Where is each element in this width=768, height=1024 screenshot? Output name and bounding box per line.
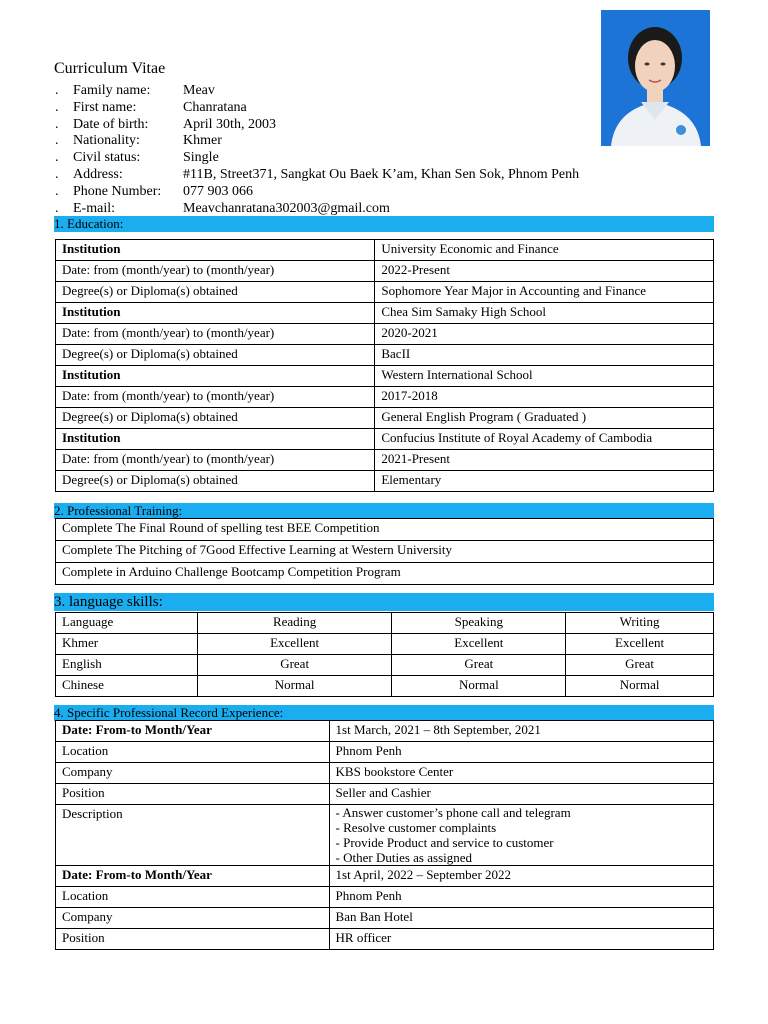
table-row — [56, 541, 714, 563]
table-cell: Degree(s) or Diploma(s) obtained — [56, 282, 375, 303]
table-cell: Normal — [566, 676, 714, 697]
table-row — [56, 345, 714, 366]
table-row — [56, 721, 714, 742]
table-cell: Degree(s) or Diploma(s) obtained — [56, 408, 375, 429]
table-cell: Civil status: — [73, 150, 141, 166]
table-cell: #11B, Street371, Sangkat Ou Baek K’am, Khan Sen Sok, Phnom Penh — [183, 166, 580, 182]
table-row — [56, 282, 714, 303]
table-cell: Great — [392, 655, 566, 676]
table-cell: Institution — [56, 429, 375, 450]
table-row — [56, 784, 714, 805]
table-cell[interactable]: Meavchanratana302003@gmail.com — [183, 200, 390, 216]
table-cell: Date: From-to Month/Year — [56, 866, 330, 887]
table-cell: Chea Sim Samaky High School — [375, 303, 714, 324]
table-row — [56, 908, 714, 929]
info-row-family-name: . Family name: Meav — [55, 83, 215, 98]
table-row — [56, 450, 714, 471]
table-cell: Degree(s) or Diploma(s) obtained — [56, 471, 375, 492]
table-row — [56, 805, 714, 866]
table-cell: Location — [56, 887, 330, 908]
table-cell: Great — [566, 655, 714, 676]
table-cell: Western International School — [375, 366, 714, 387]
table-row — [56, 471, 714, 492]
table-cell: Speaking — [392, 613, 566, 634]
table-cell: Family name: — [73, 83, 151, 98]
table-header-row — [56, 613, 714, 634]
table-cell: Date: from (month/year) to (month/year) — [56, 261, 375, 282]
table-row — [56, 240, 714, 261]
table-cell: Complete The Pitching of 7Good Effective Learning at Western University — [56, 541, 714, 563]
table-cell: Khmer — [56, 634, 198, 655]
table-cell: Single — [183, 150, 219, 166]
table-row — [56, 887, 714, 908]
table-cell: Excellent — [566, 634, 714, 655]
info-row-email: . E-mail: Meavchanratana302003@gmail.com — [55, 200, 390, 216]
table-row — [56, 676, 714, 697]
table-cell: 1st March, 2021 – 8th September, 2021 — [329, 721, 713, 742]
table-cell: Address: — [73, 166, 123, 182]
table-cell: General English Program ( Graduated ) — [375, 408, 714, 429]
table-row — [56, 303, 714, 324]
table-cell: Complete The Final Round of spelling test BEE Competition — [56, 519, 714, 541]
education-heading: 1. Education: — [54, 216, 714, 232]
experience-table — [55, 720, 714, 950]
personal-info — [55, 83, 579, 217]
training-table — [55, 518, 714, 585]
table-row — [56, 429, 714, 450]
table-cell: Company — [56, 763, 330, 784]
language-heading: 3. language skills: — [54, 593, 714, 611]
table-cell: Writing — [566, 613, 714, 634]
info-row-nationality: . Nationality: Khmer — [55, 133, 222, 149]
table-cell: 2017-2018 — [375, 387, 714, 408]
table-cell: 2022-Present — [375, 261, 714, 282]
table-cell: Date: from (month/year) to (month/year) — [56, 387, 375, 408]
table-cell: - Other Duties as assigned — [335, 850, 473, 865]
table-cell: HR officer — [329, 929, 713, 950]
table-cell: - Resolve customer complaints — [335, 820, 497, 835]
page-title: Curriculum Vitae — [54, 60, 166, 77]
table-cell: Elementary — [375, 471, 714, 492]
experience-heading: 4. Specific Professional Record Experience: — [54, 705, 714, 721]
training-heading: 2. Professional Training: — [54, 503, 714, 519]
table-row — [56, 563, 714, 585]
table-cell: Date of birth: — [73, 116, 149, 132]
table-cell: 1st April, 2022 – September 2022 — [329, 866, 713, 887]
table-cell: KBS bookstore Center — [329, 763, 713, 784]
table-cell: Degree(s) or Diploma(s) obtained — [56, 345, 375, 366]
table-cell: Normal — [197, 676, 392, 697]
table-cell: Date: From-to Month/Year — [56, 721, 330, 742]
table-row — [56, 261, 714, 282]
table-cell: English — [56, 655, 198, 676]
table-cell: Language — [56, 613, 198, 634]
table-cell: University Economic and Finance — [375, 240, 714, 261]
info-row-civil-status: . Civil status: Single — [55, 150, 219, 166]
info-row-first-name: . First name: Chanratana — [55, 99, 247, 115]
table-cell: Position — [56, 784, 330, 805]
table-cell: Excellent — [197, 634, 392, 655]
table-cell: Position — [56, 929, 330, 950]
table-row — [56, 742, 714, 763]
table-cell: Location — [56, 742, 330, 763]
table-cell: Date: from (month/year) to (month/year) — [56, 450, 375, 471]
table-cell: Institution — [56, 366, 375, 387]
job-description — [329, 805, 713, 866]
table-row — [56, 655, 714, 676]
table-row — [56, 634, 714, 655]
table-cell: Ban Ban Hotel — [329, 908, 713, 929]
table-cell: Khmer — [183, 133, 222, 149]
table-cell: First name: — [73, 99, 137, 115]
table-cell: BacII — [375, 345, 714, 366]
table-cell: Institution — [56, 240, 375, 261]
language-table — [55, 612, 714, 697]
table-cell: - Answer customer’s phone call and telegram — [335, 805, 571, 820]
table-cell: Reading — [197, 613, 392, 634]
table-cell: 2021-Present — [375, 450, 714, 471]
table-cell: Meav — [183, 83, 215, 98]
table-cell: Sophomore Year Major in Accounting and Finance — [375, 282, 714, 303]
profile-photo — [601, 10, 710, 146]
education-table — [55, 239, 714, 492]
table-cell: Normal — [392, 676, 566, 697]
table-cell: 077 903 066 — [183, 183, 253, 199]
table-cell: Company — [56, 908, 330, 929]
table-cell: Seller and Cashier — [329, 784, 713, 805]
table-row — [56, 763, 714, 784]
table-row — [56, 366, 714, 387]
table-cell: Complete in Arduino Challenge Bootcamp Competition Program — [56, 563, 714, 585]
table-cell: E-mail: — [73, 200, 115, 216]
table-cell: Chanratana — [183, 99, 247, 115]
table-cell: Confucius Institute of Royal Academy of Cambodia — [375, 429, 714, 450]
table-cell: 2020-2021 — [375, 324, 714, 345]
info-row-phone: . Phone Number: 077 903 066 — [55, 183, 253, 199]
table-cell: - Provide Product and service to customer — [335, 835, 554, 850]
table-cell: Institution — [56, 303, 375, 324]
table-cell: Description — [56, 805, 330, 866]
table-row — [56, 866, 714, 887]
table-row — [56, 387, 714, 408]
table-row — [56, 324, 714, 345]
table-cell: Phone Number: — [73, 183, 162, 199]
table-row — [56, 408, 714, 429]
table-row — [56, 929, 714, 950]
info-row-date-of-birth: . Date of birth: April 30th, 2003 — [55, 116, 276, 132]
table-cell: Phnom Penh — [329, 742, 713, 763]
person-portrait-icon — [601, 10, 710, 146]
table-cell: Excellent — [392, 634, 566, 655]
table-cell: April 30th, 2003 — [183, 116, 276, 132]
table-row — [56, 519, 714, 541]
table-cell: Date: from (month/year) to (month/year) — [56, 324, 375, 345]
table-cell: Nationality: — [73, 133, 140, 149]
table-cell: Great — [197, 655, 392, 676]
info-row-address: . Address: #11B, Street371, Sangkat Ou Baek K’am, Khan Sen Sok, Phnom Penh — [55, 166, 580, 182]
table-cell: Phnom Penh — [329, 887, 713, 908]
table-cell: Chinese — [56, 676, 198, 697]
